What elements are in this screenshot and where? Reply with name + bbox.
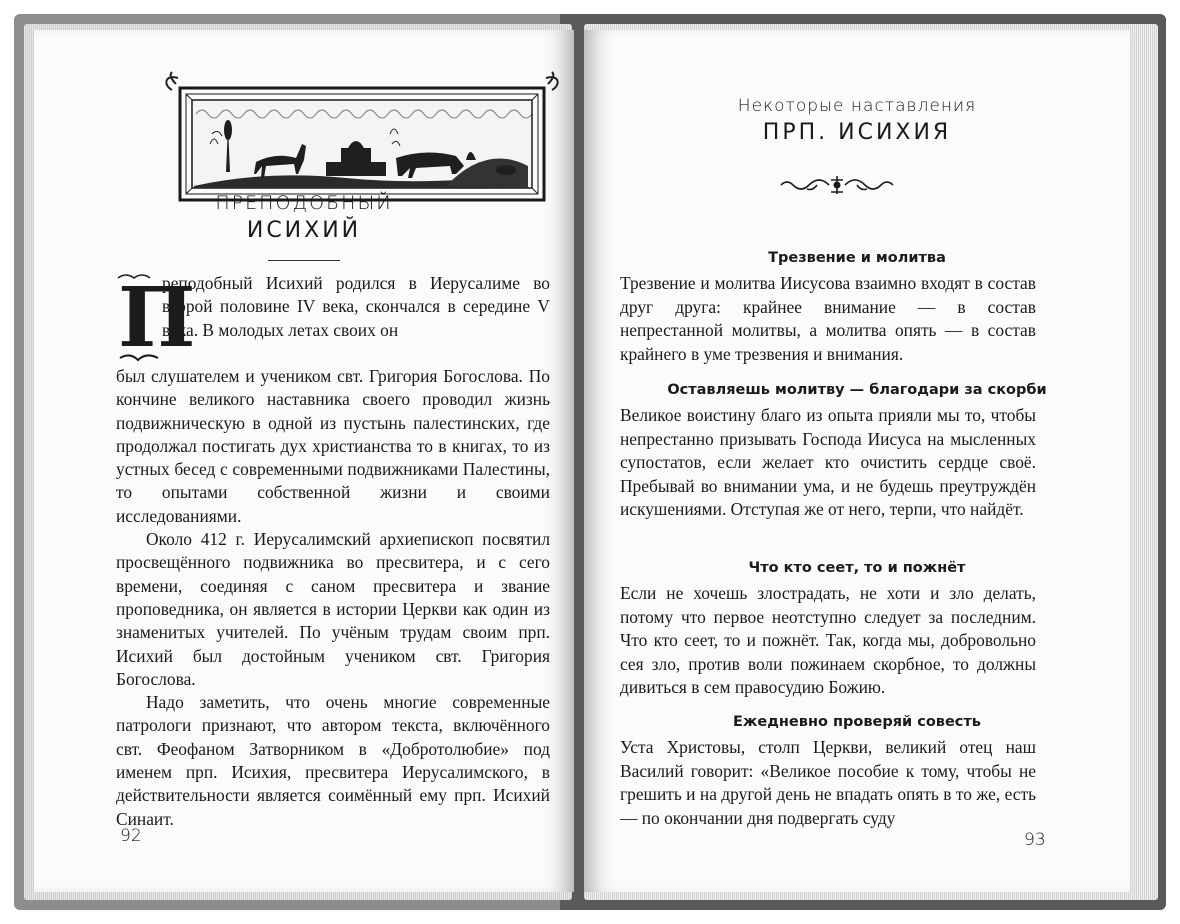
right-header-line1: Некоторые наставления [737,96,977,116]
ornate-dropcap [116,270,196,366]
decorative-ornament [777,172,897,198]
section-title-3: Что кто сеет, то и пожнёт [748,560,966,576]
chapter-title [34,192,574,243]
right-page [584,30,1130,892]
section-title-4: Ежедневно проверяй совесть [733,714,981,730]
section-text-2: Великое воистину благо из опыта прияли мы то, чтобы непрестанно призывать Господа Иисуса на мысленных супостатов, если желает кто очистить сердце своё. Пребывай во внимании ума, и не будешь преутруждён искушениями. Отступая же от него, терпи, что найдёт. [620,405,1036,520]
left-page [34,30,574,892]
section-text-1: Трезвение и молитва Иисусова взаимно входят в состав друг друга: крайнее внимание — в состав непрестанной молитвы, а молитва опять — в состав крайнего в уме трезвения и внимания. [620,273,1036,364]
section-title-2: Оставляешь молитву — благодари за скорби [667,382,1047,398]
left-page-number: 92 [120,826,142,846]
section-text-3: Если не хочешь злострадать, не хоти и зло делать, потому что первое неотступно следует за последним. Что кто сеет, то и пожнёт. Так, когда мы, добровольно сея зло, против воли пожинаем скорбное, то должны дивиться в сем правосудию Божию. [620,583,1036,698]
left-body [116,365,550,831]
chapter-title-line1: ПРЕПОДОБНЫЙ [215,192,393,214]
first-paragraph-start: реподобный Исихий родился в Иерусалиме во второй половине IV века, скончался в середине V века. В молодых летах своих он [162,273,550,340]
paragraph-3: Надо заметить, что очень многие современные патрологи признают, что автором текста, включённого свт. Феофаном Затворником в «Добротолюбие» под именем прп. Исихия, пресвитера Иерусалимского, в действительности является соимённый ему прп. Исихий Синаит. [116,692,550,829]
right-header-line2: ПРП. ИСИХИЯ [762,120,952,145]
dropcap-letter: П [118,270,196,366]
right-page-number: 93 [1024,830,1046,850]
chapter-title-line2: ИСИХИЙ [246,218,362,243]
paragraph-2: Около 412 г. Иерусалимский архиепископ посвятил просвещённого подвижника во пресвитера, и с сего времени, соединяя с саном пресвитера и звание проповедника, он является в истории Церкви как один из знаменитых учителей. По учёным трудам своим прп. Исихий был достойным учеником свт. Григория Богослова. [116,529,550,689]
section-text-4: Уста Христовы, столп Церкви, великий отец наш Василий говорит: «Великое пособие к тому, чтобы не грешить и на другой день не впадать опять в то же, есть — по окончании дня подвергать суду [620,737,1036,828]
first-paragraph-rest: был слушателем и учеником свт. Григория Богослова. По кончине великого наставника своего проводил жизнь подвижническую в одной из пустынь палестинских, где продолжал постигать дух христианства то в книгах, то из устных бесед с современными подвижниками Палестины, то опытами собственной жизни и своими исследованиями. [116,366,550,526]
title-rule [268,260,340,261]
section-title-1: Трезвение и молитва [768,250,946,266]
